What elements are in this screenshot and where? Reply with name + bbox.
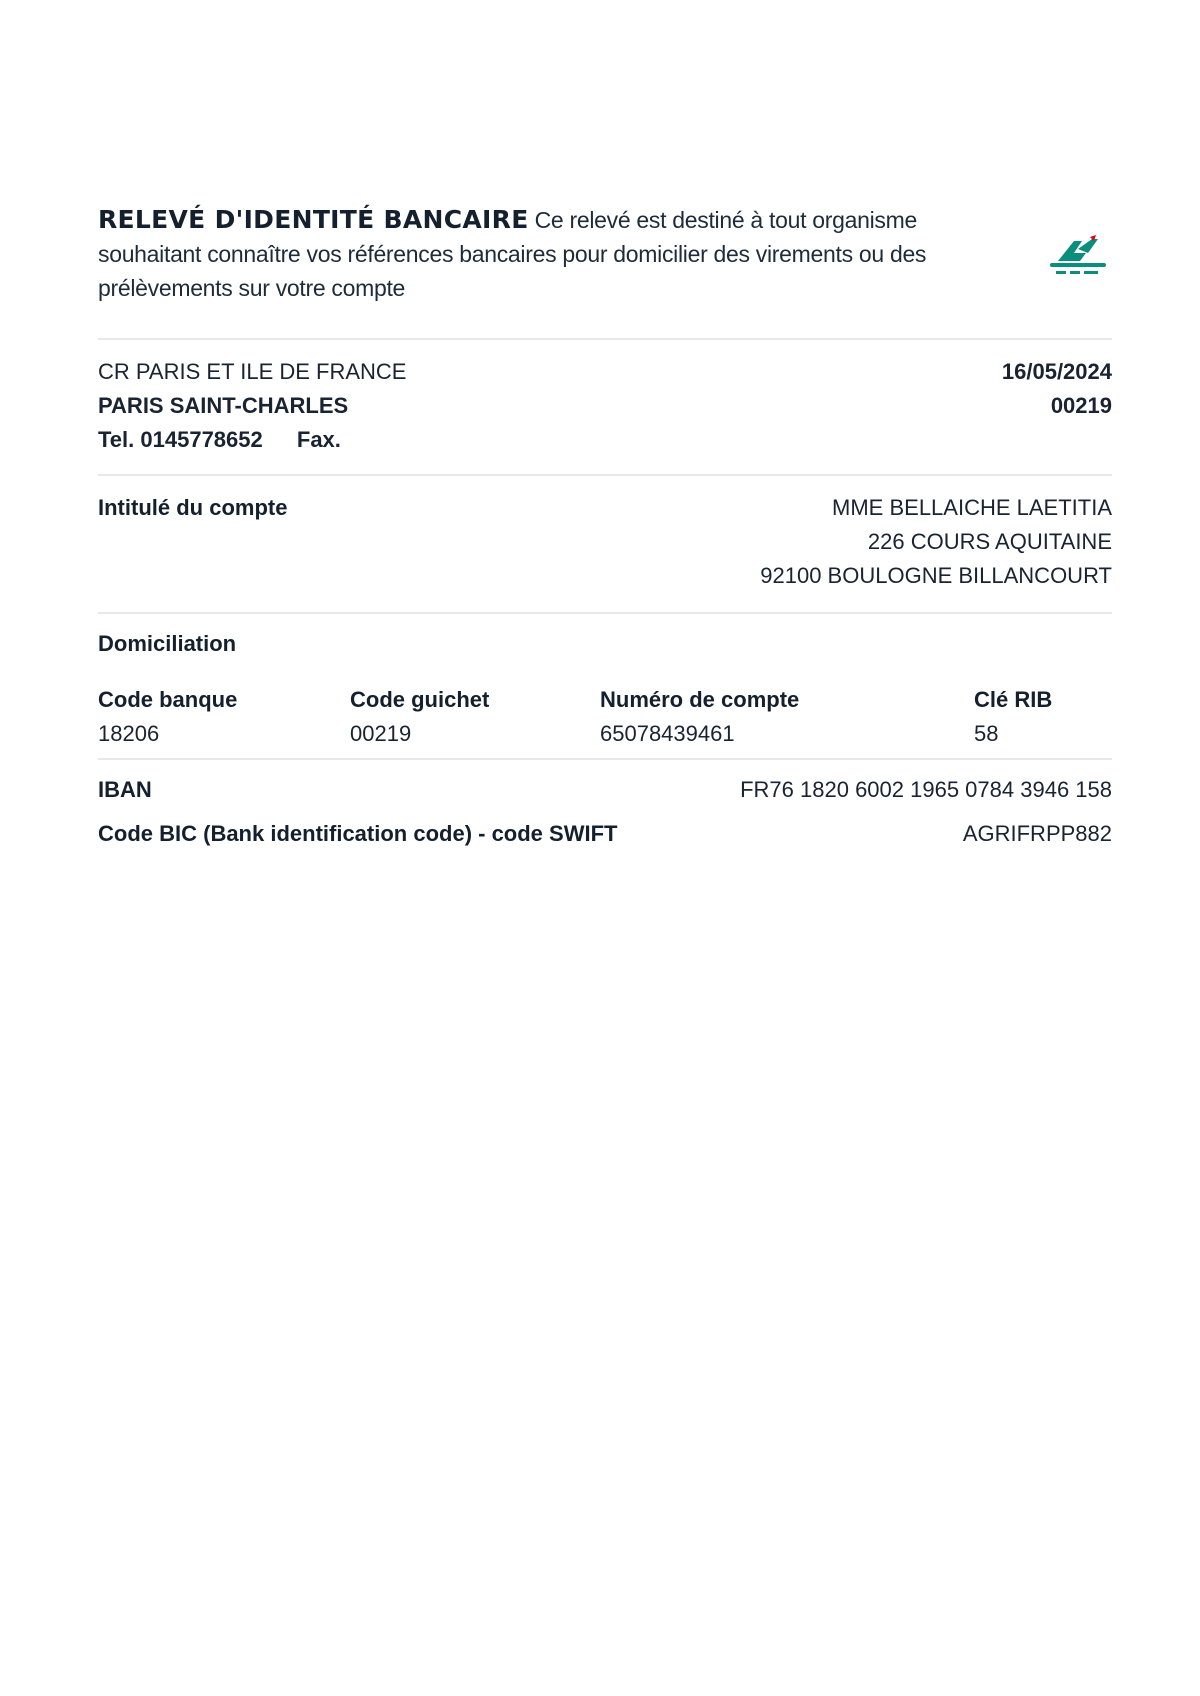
tel-label: Tel. xyxy=(98,427,135,452)
branch-code-label: Code guichet xyxy=(350,687,490,712)
branch-code: 00219 xyxy=(1050,393,1112,418)
domiciliation-label: Domiciliation xyxy=(98,631,237,656)
header-description: Ce relevé est destiné à tout organisme souhaitant connaître vos références bancaires pour domicilier des virements ou des prélèvements sur votre compte xyxy=(98,207,927,301)
divider xyxy=(98,612,1112,614)
fax-label: Fax. xyxy=(296,427,341,452)
document-title: RELEVÉ D'IDENTITÉ BANCAIRE xyxy=(98,205,529,234)
header-text-block xyxy=(98,203,998,305)
document-header xyxy=(98,203,1112,313)
bank-code-value: 18206 xyxy=(98,721,160,746)
bic-label: Code BIC (Bank identification code) - code SWIFT xyxy=(98,821,618,846)
iban-value: FR76 1820 6002 1965 0784 3946 158 xyxy=(740,777,1112,802)
bank-code-label: Code banque xyxy=(98,687,238,712)
bank-name: CR PARIS ET ILE DE FRANCE xyxy=(98,359,407,384)
tel-value: 0145778652 xyxy=(140,427,263,452)
account-number-value: 65078439461 xyxy=(600,721,735,746)
branch-name: PARIS SAINT-CHARLES xyxy=(98,393,349,418)
account-holder-address-line2: 92100 BOULOGNE BILLANCOURT xyxy=(760,563,1112,588)
branch-code-value: 00219 xyxy=(350,721,412,746)
account-holder-address-line1: 226 COURS AQUITAINE xyxy=(867,529,1112,554)
account-holder-name: MME BELLAICHE LAETITIA xyxy=(832,495,1112,520)
account-holder-label: Intitulé du compte xyxy=(98,495,288,520)
credit-agricole-logo-icon xyxy=(1044,231,1112,287)
divider xyxy=(98,338,1112,340)
iban-label: IBAN xyxy=(98,777,152,802)
document-date: 16/05/2024 xyxy=(1001,359,1112,384)
rib-key-value: 58 xyxy=(974,721,999,746)
divider xyxy=(98,474,1112,476)
account-number-label: Numéro de compte xyxy=(600,687,800,712)
divider xyxy=(98,758,1112,760)
contact-line xyxy=(98,426,341,454)
bic-value: AGRIFRPP882 xyxy=(962,821,1112,846)
rib-key-label: Clé RIB xyxy=(974,687,1053,712)
